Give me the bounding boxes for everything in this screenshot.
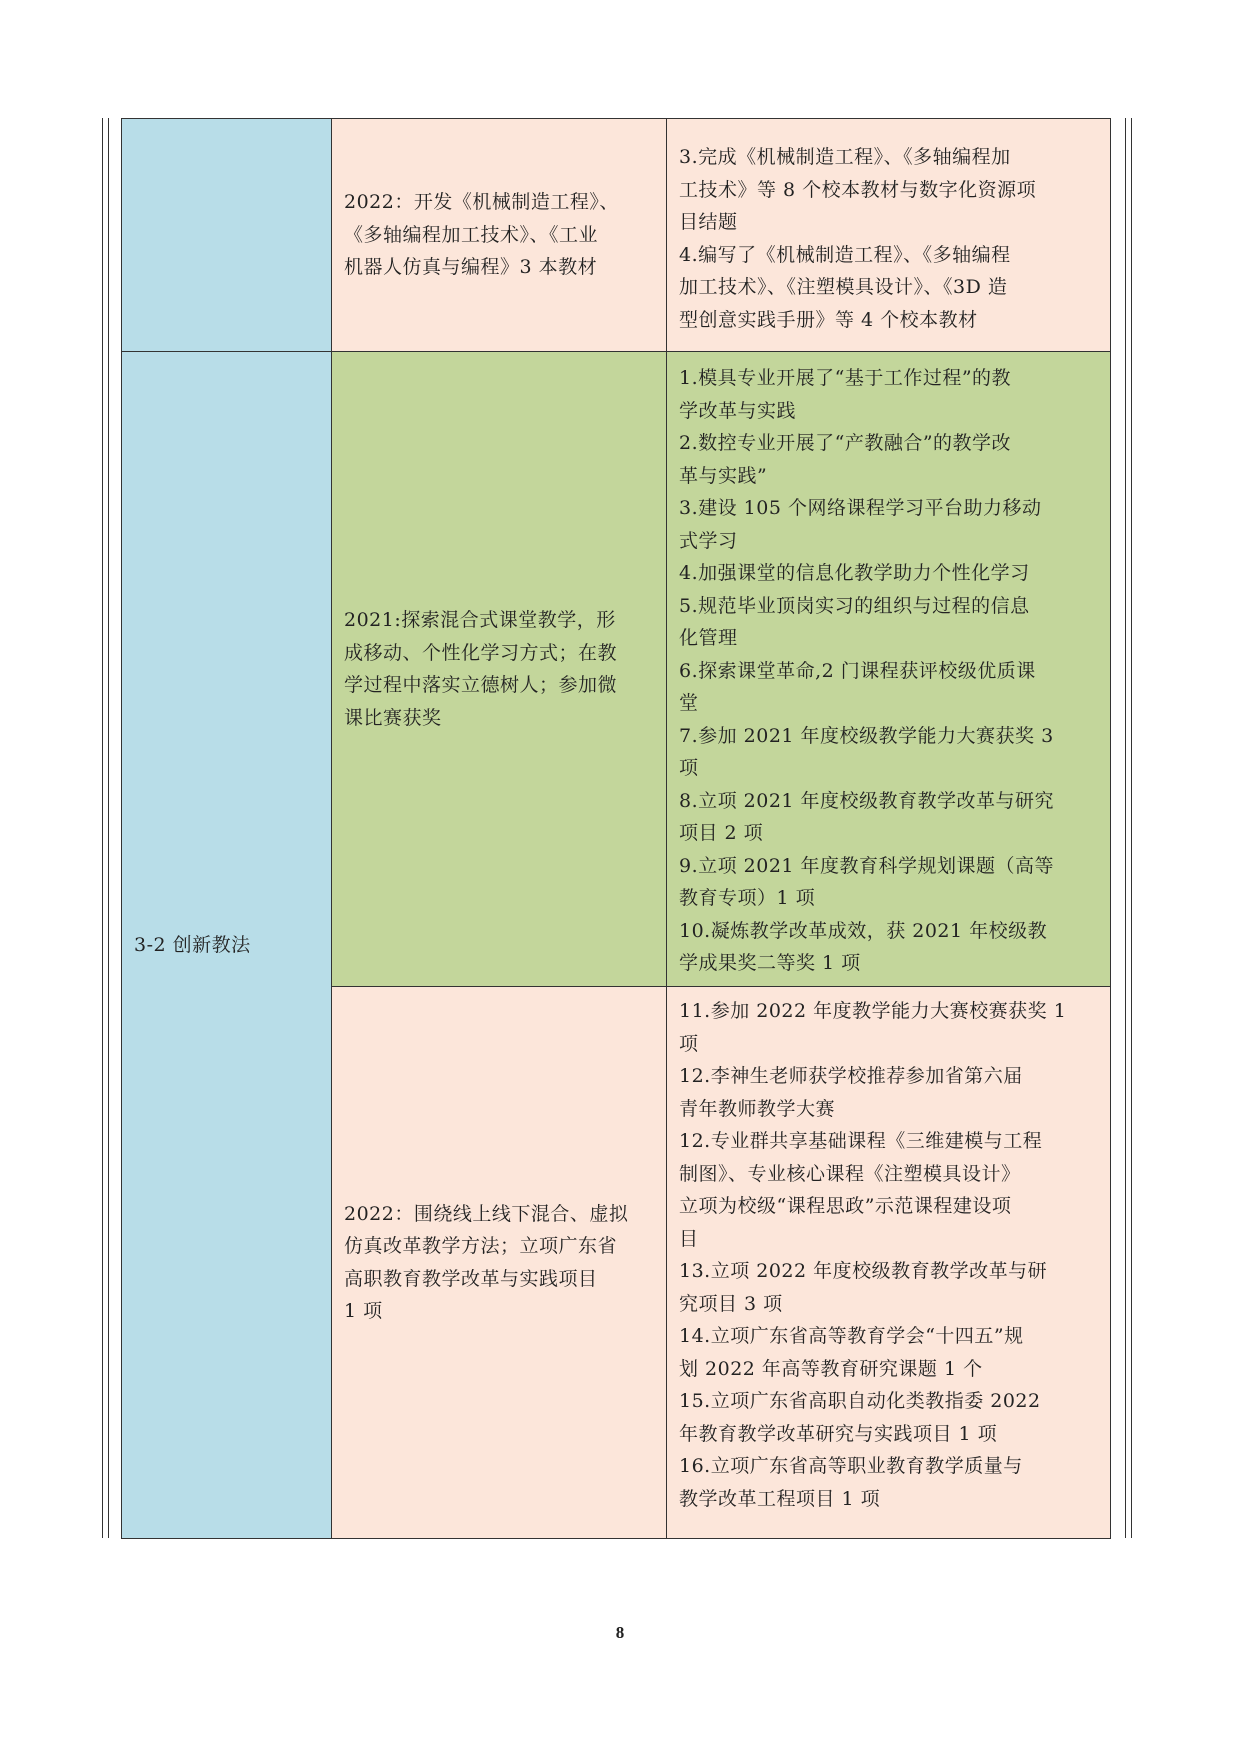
detail-line: 项目 2 项 [679, 822, 764, 844]
summary-line: 2021:探索混合式课堂教学，形 [344, 609, 616, 631]
detail-line: 15.立项广东省高职自动化类教指委 2022 [679, 1390, 1041, 1412]
summary-cell-2021 [331, 351, 667, 987]
category-label: 3-2 创新教法 [134, 933, 251, 956]
detail-line: 学成果奖二等奖 1 项 [679, 952, 861, 974]
frame-left-edge-outer [102, 118, 103, 1538]
detail-line: 化管理 [679, 627, 738, 649]
detail-line: 16.立项广东省高等职业教育教学质量与 [679, 1455, 1023, 1477]
detail-line: 学改革与实践 [679, 399, 797, 422]
summary-line: 成移动、个性化学习方式；在教 [344, 641, 618, 664]
detail-line: 加工技术》、《注塑模具设计》、《3D 造 [679, 276, 1008, 298]
detail-line: 教学改革工程项目 1 项 [679, 1487, 881, 1510]
detail-line: 13.立项 2022 年度校级教育教学改革与研 [679, 1260, 1048, 1282]
detail-line: 9.立项 2021 年度教育科学规划课题（高等 [679, 854, 1055, 877]
category-cell-empty [121, 118, 332, 352]
detail-line: 8.立项 2021 年度校级教育教学改革与研究 [679, 789, 1055, 812]
summary-line: 机器人仿真与编程》3 本教材 [344, 256, 598, 279]
summary-text [344, 186, 619, 284]
frame-right-edge-outer [1131, 118, 1132, 1538]
detail-line: 划 2022 年高等教育研究课题 1 个 [679, 1357, 983, 1380]
detail-line: 堂 [679, 692, 699, 714]
frame-right-edge [1125, 118, 1126, 1538]
summary-line: 高职教育教学改革与实践项目 [344, 1267, 598, 1290]
detail-line: 青年教师教学大赛 [679, 1097, 836, 1120]
summary-line: 学过程中落实立德树人；参加微 [344, 674, 618, 696]
detail-line: 3.完成《机械制造工程》、《多轴编程加 [679, 146, 1011, 168]
detail-line: 12.专业群共享基础课程《三维建模与工程 [679, 1130, 1043, 1152]
detail-line: 目 [679, 1227, 699, 1250]
detail-line: 2.数控专业开展了“产教融合”的教学改 [679, 432, 1012, 454]
details-cell-2022-teaching [666, 986, 1111, 1539]
detail-line: 6.探索课堂革命,2 门课程获评校级优质课 [679, 659, 1036, 682]
detail-line: 7.参加 2021 年度校级教学能力大赛获奖 3 [679, 724, 1054, 747]
summary-text [344, 604, 617, 734]
detail-line: 5.规范毕业顶岗实习的组织与过程的信息 [679, 594, 1030, 617]
detail-line: 10.凝炼教学改革成效，获 2021 年校级教 [679, 919, 1048, 942]
detail-line: 式学习 [679, 529, 738, 552]
detail-line: 项 [679, 757, 699, 779]
detail-line: 年教育教学改革研究与实践项目 1 项 [679, 1422, 998, 1445]
details-cell-2021 [666, 351, 1111, 987]
detail-line: 14.立项广东省高等教育学会“十四五”规 [679, 1325, 1024, 1347]
detail-line: 革与实践” [679, 464, 768, 487]
detail-line: 教育专项）1 项 [679, 887, 816, 909]
summary-text [344, 1198, 628, 1328]
detail-line: 3.建设 105 个网络课程学习平台助力移动 [679, 497, 1042, 519]
detail-line: 目结题 [679, 211, 738, 233]
details-cell-2022-textbooks [666, 118, 1111, 352]
detail-line: 工技术》等 8 个校本教材与数字化资源项 [679, 178, 1037, 201]
detail-line: 项 [679, 1032, 699, 1055]
detail-line: 型创意实践手册》等 4 个校本教材 [679, 308, 978, 331]
detail-line: 4.编写了《机械制造工程》、《多轴编程 [679, 243, 1011, 266]
detail-line: 究项目 3 项 [679, 1292, 783, 1315]
frame-left-edge [108, 118, 109, 1538]
summary-line: 2022：围绕线上线下混合、虚拟 [344, 1202, 629, 1225]
detail-line: 制图》、专业核心课程《注塑模具设计》 [679, 1162, 1021, 1185]
detail-line: 4.加强课堂的信息化教学助力个性化学习 [679, 562, 1030, 584]
summary-cell-2022-textbooks [331, 118, 667, 352]
detail-line: 1.模具专业开展了“基于工作过程”的教 [679, 367, 1012, 389]
detail-line: 11.参加 2022 年度教学能力大赛校赛获奖 1 [679, 1000, 1067, 1022]
detail-line: 12.李神生老师获学校推荐参加省第六届 [679, 1065, 1023, 1087]
summary-cell-2022-teaching [331, 986, 667, 1539]
summary-line: 课比赛获奖 [344, 706, 442, 729]
detail-line: 立项为校级“课程思政”示范课程建设项 [679, 1195, 1012, 1217]
page-number: 8 [615, 1623, 625, 1642]
summary-line: 1 项 [344, 1300, 383, 1322]
summary-line: 2022：开发《机械制造工程》、 [344, 191, 619, 214]
category-cell-innovative-teaching [121, 351, 332, 1539]
summary-line: 《多轴编程加工技术》、《工业 [344, 223, 599, 246]
summary-line: 仿真改革教学方法；立项广东省 [344, 1235, 618, 1257]
